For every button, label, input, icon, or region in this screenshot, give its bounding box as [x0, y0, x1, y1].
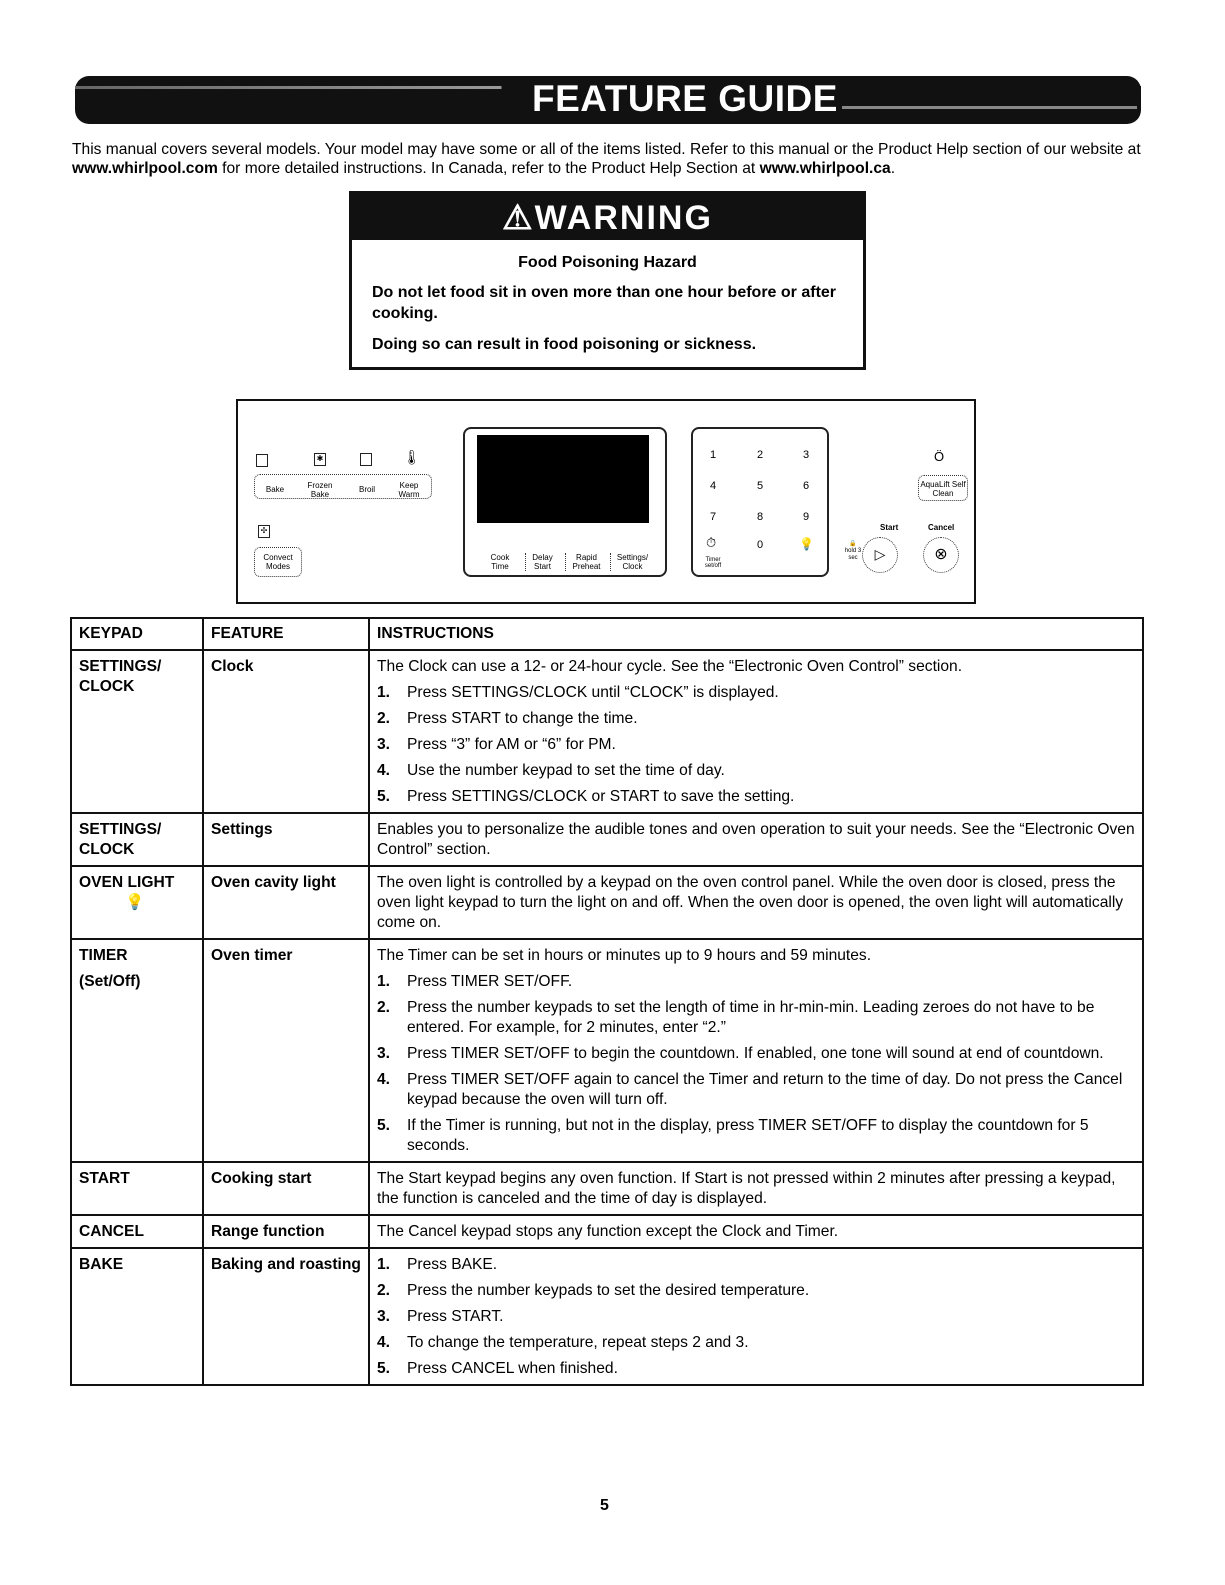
cancel-button[interactable]: ⊗: [923, 537, 959, 573]
bake-key[interactable]: Bake: [265, 485, 285, 494]
step-text: Press START to change the time.: [407, 710, 638, 727]
delay-start-key[interactable]: Delay Start: [525, 553, 559, 571]
step-text: Press START.: [407, 1308, 504, 1325]
table-row: [71, 1162, 1143, 1215]
key-4[interactable]: 4: [710, 480, 717, 492]
step-number: 5.: [377, 1360, 391, 1377]
settings-clock-key[interactable]: Settings/ Clock: [610, 553, 654, 571]
step-number: 4.: [377, 762, 391, 779]
step-text: Press the number keypads to set the desired temperature.: [407, 1282, 810, 1299]
keypad-name: TIMER: [79, 947, 128, 964]
table-row: [71, 866, 1143, 939]
warning-line-1: Do not let food sit in oven more than one hour before or after cooking.: [372, 284, 837, 322]
step-item: [377, 735, 1135, 755]
step-item: [377, 998, 1135, 1038]
step-number: 2.: [377, 1282, 391, 1299]
step-item: [377, 787, 1135, 807]
timer-key[interactable]: Timer set/off: [704, 557, 722, 569]
keypad-cell: [71, 866, 203, 939]
step-item: [377, 972, 1135, 992]
table-row: [71, 1248, 1143, 1385]
number-keypad: [691, 427, 829, 577]
hold-text: hold 3 sec: [844, 548, 862, 561]
instruction-text: Enables you to personalize the audible tones and oven operation to suit your needs. See the “Electronic Oven Control” section.: [377, 821, 1135, 858]
key-7[interactable]: 7: [710, 511, 717, 523]
frozen-bake-icon: ✱: [314, 453, 326, 466]
warning-line-2: Doing so can result in food poisoning or sickness.: [372, 336, 757, 353]
step-text: Press SETTINGS/CLOCK or START to save the setting.: [407, 788, 795, 805]
display-screen: [477, 435, 649, 523]
intro-text: [72, 140, 1152, 178]
aqualift-icon: Ö: [934, 449, 945, 464]
instructions-cell: [369, 1248, 1143, 1385]
step-number: 4.: [377, 1334, 391, 1351]
intro-b: for more detailed instructions. In Canada, refer to the Product Help Section at: [217, 160, 760, 177]
step-item: [377, 1044, 1135, 1064]
timer-icon: ⏱: [706, 535, 717, 550]
feature-table: [70, 617, 1144, 1386]
instructions-cell: [369, 1215, 1143, 1248]
step-item: [377, 1255, 1135, 1275]
instructions-cell: [369, 813, 1143, 866]
lock-hold-label: [844, 541, 862, 562]
broil-key[interactable]: Broil: [358, 485, 375, 494]
table-row: [71, 813, 1143, 866]
whirlpool-com-link[interactable]: www.whirlpool.com: [72, 160, 218, 177]
table-row: [71, 939, 1143, 1162]
control-panel-diagram: [236, 399, 976, 604]
step-text: Press CANCEL when finished.: [407, 1360, 618, 1377]
step-item: [377, 709, 1135, 729]
step-item: [377, 1116, 1135, 1156]
step-number: 1.: [377, 973, 391, 990]
step-number: 1.: [377, 684, 391, 701]
instruction-text: The Cancel keypad stops any function except the Clock and Timer.: [377, 1223, 839, 1240]
keypad-cell: [71, 813, 203, 866]
key-2[interactable]: 2: [757, 449, 764, 461]
key-3[interactable]: 3: [803, 449, 810, 461]
page-title: FEATURE GUIDE: [528, 78, 842, 120]
instruction-text: The oven light is controlled by a keypad on the oven control panel. While the oven door is closed, press the oven light keypad to turn the light on and off. When the oven door is opened, the oven light will automatically come on.: [377, 874, 1124, 931]
step-item: [377, 683, 1135, 703]
feature-cell: Settings: [203, 813, 369, 866]
step-text: Use the number keypad to set the time of day.: [407, 762, 725, 779]
step-text: If the Timer is running, but not in the display, press TIMER SET/OFF to display the countdown for 5 seconds.: [407, 1117, 1089, 1154]
instruction-text: The Timer can be set in hours or minutes up to 9 hours and 59 minutes.: [377, 947, 872, 964]
step-text: Press TIMER SET/OFF.: [407, 973, 573, 990]
header-feature: FEATURE: [203, 618, 369, 650]
step-text: Press TIMER SET/OFF to begin the countdown. If enabled, one tone will sound at end of countdown.: [407, 1045, 1104, 1062]
keep-warm-key[interactable]: Keep Warm: [398, 481, 420, 499]
keypad-cell: [71, 1248, 203, 1385]
feature-guide-banner: [75, 76, 1141, 124]
bake-icon: [256, 454, 268, 467]
instructions-cell: [369, 650, 1143, 813]
broil-icon: [360, 453, 372, 466]
step-number: 5.: [377, 788, 391, 805]
rapid-preheat-key[interactable]: Rapid Preheat: [565, 553, 607, 571]
steps-list: [377, 683, 1135, 807]
cancel-label: Cancel: [928, 523, 955, 532]
instructions-cell: [369, 1162, 1143, 1215]
step-number: 2.: [377, 710, 391, 727]
convect-modes-key[interactable]: Convect Modes: [254, 547, 302, 577]
header-keypad: KEYPAD: [71, 618, 203, 650]
step-text: Press “3” for AM or “6” for PM.: [407, 736, 616, 753]
intro-a: This manual covers several models. Your model may have some or all of the items listed. Refer to this manual or the Product Help section of our website at: [72, 141, 1141, 158]
feature-cell: Range function: [203, 1215, 369, 1248]
keypad-cell: [71, 1215, 203, 1248]
step-text: Press BAKE.: [407, 1256, 498, 1273]
instruction-text: The Start keypad begins any oven function. If Start is not pressed within 2 minutes after pressing a keypad, the function is canceled and the time of day is displayed.: [377, 1170, 1116, 1207]
step-text: Press TIMER SET/OFF again to cancel the Timer and return to the time of day. Do not press the Cancel keypad because the oven will turn off.: [407, 1071, 1123, 1108]
display-frame: [463, 427, 667, 577]
light-bulb-icon: 💡: [125, 894, 145, 911]
key-9[interactable]: 9: [803, 511, 810, 523]
step-item: [377, 1281, 1135, 1301]
keypad-cell: [71, 939, 203, 1162]
step-item: [377, 1359, 1135, 1379]
feature-cell: Oven cavity light: [203, 866, 369, 939]
table-row: [71, 1215, 1143, 1248]
intro-c: .: [890, 160, 896, 177]
step-text: Press SETTINGS/CLOCK until “CLOCK” is displayed.: [407, 684, 779, 701]
warning-box: [349, 191, 866, 370]
steps-list: [377, 972, 1135, 1156]
keypad-name: CANCEL: [79, 1223, 144, 1240]
keypad-name: BAKE: [79, 1256, 124, 1273]
step-item: [377, 1307, 1135, 1327]
step-number: 4.: [377, 1071, 391, 1088]
keypad-name: SETTINGS/ CLOCK: [79, 658, 162, 695]
keypad-cell: [71, 1162, 203, 1215]
step-item: [377, 1070, 1135, 1110]
frozen-bake-key[interactable]: Frozen Bake: [307, 481, 333, 499]
feature-cell: Oven timer: [203, 939, 369, 1162]
start-label: Start: [880, 523, 899, 532]
keypad-name: OVEN LIGHT: [79, 874, 175, 891]
steps-list: [377, 1255, 1135, 1379]
keypad-name: START: [79, 1170, 130, 1187]
step-item: [377, 761, 1135, 781]
warning-heading: ⚠WARNING: [352, 194, 863, 240]
lock-icon: 🔒: [849, 541, 857, 547]
key-5[interactable]: 5: [757, 480, 764, 492]
key-8[interactable]: 8: [757, 511, 764, 523]
page-number: 5: [600, 1497, 609, 1514]
table-row: [71, 650, 1143, 813]
header-instructions: INSTRUCTIONS: [369, 618, 1143, 650]
keypad-cell: [71, 650, 203, 813]
key-6[interactable]: 6: [803, 480, 810, 492]
cook-time-key[interactable]: Cook Time: [490, 553, 510, 571]
aqualift-self-clean-key[interactable]: AquaLift Self Clean: [918, 475, 968, 501]
instructions-cell: [369, 866, 1143, 939]
feature-cell: Baking and roasting: [203, 1248, 369, 1385]
step-number: 1.: [377, 1256, 391, 1273]
key-0[interactable]: 0: [757, 539, 764, 551]
step-text: To change the temperature, repeat steps 2 and 3.: [407, 1334, 749, 1351]
whirlpool-ca-link[interactable]: www.whirlpool.ca: [759, 160, 891, 177]
oven-light-key-icon[interactable]: 💡: [799, 537, 814, 551]
step-number: 2.: [377, 999, 391, 1016]
step-number: 3.: [377, 1308, 391, 1325]
step-item: [377, 1333, 1135, 1353]
key-1[interactable]: 1: [710, 449, 717, 461]
keypad-name: SETTINGS/ CLOCK: [79, 821, 162, 858]
step-number: 3.: [377, 736, 391, 753]
step-text: Press the number keypads to set the length of time in hr-min-min. Leading zeroes do not have to be entered. For example, for 2 minutes, enter “2.”: [407, 999, 1095, 1036]
instruction-text: The Clock can use a 12- or 24-hour cycle. See the “Electronic Oven Control” section.: [377, 658, 963, 675]
step-number: 5.: [377, 1117, 391, 1134]
start-button[interactable]: ▷: [862, 537, 898, 573]
keypad-subname: (Set/Off): [79, 973, 141, 990]
feature-cell: Cooking start: [203, 1162, 369, 1215]
instructions-cell: [369, 939, 1143, 1162]
feature-cell: Clock: [203, 650, 369, 813]
keep-warm-icon: 🌡: [403, 449, 421, 465]
hazard-title: Food Poisoning Hazard: [518, 254, 697, 271]
convect-fan-icon: ✣: [258, 525, 270, 538]
step-number: 3.: [377, 1045, 391, 1062]
